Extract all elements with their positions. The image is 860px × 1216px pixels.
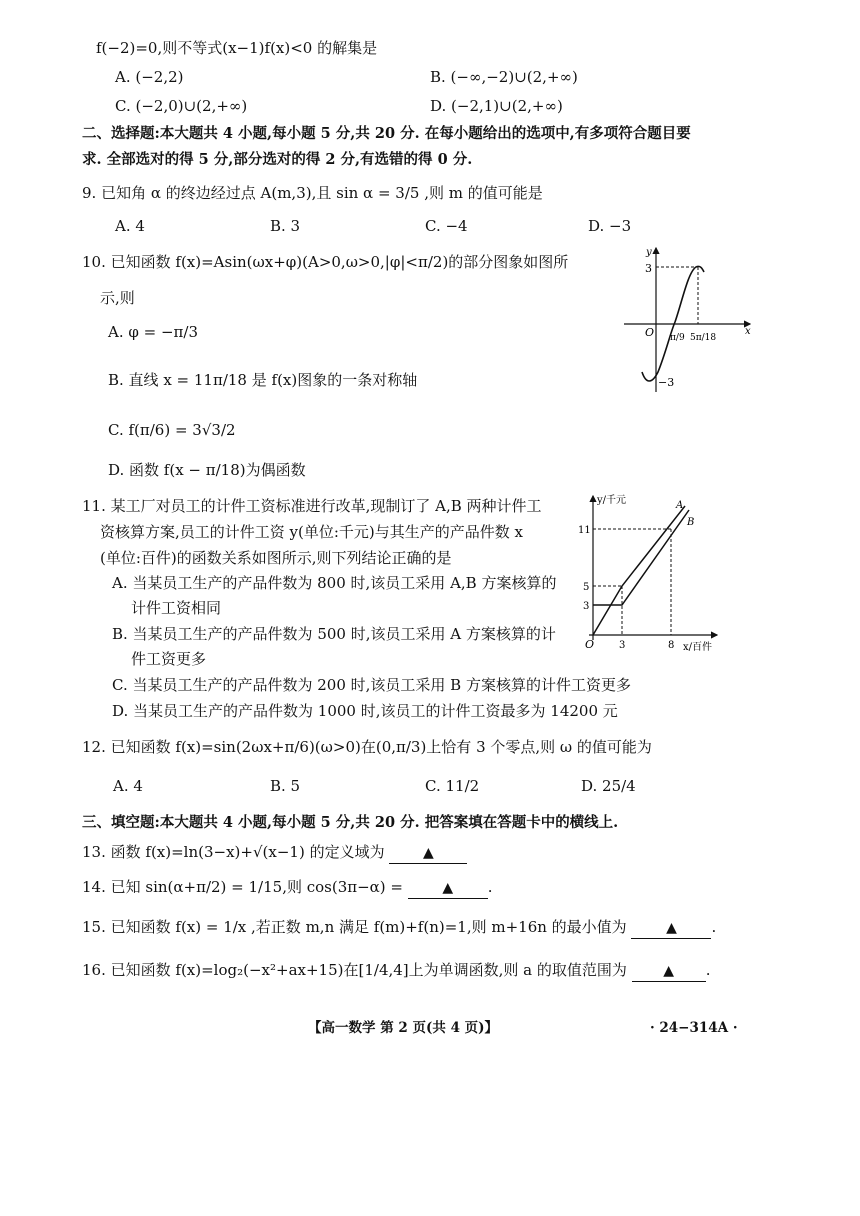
q11-y-label: y/千元 xyxy=(597,495,627,506)
q10-y-bottom-label: −3 xyxy=(658,376,675,389)
q11-label-a: A xyxy=(676,500,684,511)
q11-x-label: x/百件 xyxy=(683,642,713,653)
q8-option-b: B. (−∞,−2)∪(2,+∞) xyxy=(430,68,578,86)
q15-stem: 15. 已知函数 f(x) = 1/x ,若正数 m,n 满足 f(m)+f(n)=1,则 m+16n 的最小值为 xyxy=(82,918,627,936)
q10-x-tick-2: 5π/18 xyxy=(690,333,717,343)
q11-option-a: A. 当某员工生产的产品件数为 800 时,该员工采用 A,B 方案核算的 xyxy=(112,574,557,592)
q10-x-label: x xyxy=(745,326,751,337)
q13-answer-blank[interactable]: ▲ xyxy=(389,843,467,864)
q10-option-a: A. φ = −π/3 xyxy=(108,323,198,341)
q12-option-b: B. 5 xyxy=(270,777,301,795)
q11-y-tick-5: 5 xyxy=(583,582,590,593)
q15-period: . xyxy=(711,918,717,936)
q9-option-b: B. 3 xyxy=(270,217,301,235)
q11-stem-cont2: (单位:百件)的函数关系如图所示,则下列结论正确的是 xyxy=(100,549,452,567)
q14-stem: 14. 已知 sin(α+π/2) = 1/15,则 cos(3π−α) = xyxy=(82,878,403,896)
q15-answer-blank[interactable]: ▲ xyxy=(631,918,711,939)
q13-row xyxy=(82,842,467,864)
q16-answer-blank[interactable]: ▲ xyxy=(632,961,706,982)
q14-row xyxy=(82,877,493,899)
q10-x-tick-1: π/9 xyxy=(670,333,685,343)
q14-period: . xyxy=(487,878,493,896)
q16-row xyxy=(82,960,710,982)
q11-wage-graph xyxy=(575,490,725,660)
q10-stem: 10. 已知函数 f(x)=Asin(ωx+φ)(A>0,ω>0,|φ|<π/2)的部分图象如图所 xyxy=(82,253,569,271)
paper-code: · 24−314A · xyxy=(650,1020,738,1036)
q11-option-b-cont: 件工资更多 xyxy=(131,650,207,668)
q10-y-top-label: 3 xyxy=(645,262,652,275)
section3-heading: 三、填空题:本大题共 4 小题,每小题 5 分,共 20 分. 把答案填在答题卡中的横线上. xyxy=(82,814,619,831)
q11-option-a-cont: 计件工资相同 xyxy=(131,599,222,617)
q11-y-tick-3: 3 xyxy=(583,601,590,612)
q11-x-tick-8: 8 xyxy=(668,640,675,651)
q13-stem: 13. 函数 f(x)=ln(3−x)+√(x−1) 的定义域为 xyxy=(82,843,385,861)
q8-option-c: C. (−2,0)∪(2,+∞) xyxy=(115,97,248,115)
q11-option-d: D. 当某员工生产的产品件数为 1000 时,该员工的计件工资最多为 14200 元 xyxy=(112,702,618,720)
q11-x-tick-3: 3 xyxy=(619,640,626,651)
q15-row xyxy=(82,917,716,939)
q12-stem: 12. 已知函数 f(x)=sin(2ωx+π/6)(ω>0)在(0,π/3)上恰有 3 个零点,则 ω 的值可能为 xyxy=(82,738,652,756)
q11-line-b xyxy=(593,510,689,605)
q11-origin: O xyxy=(585,638,595,651)
section2-heading: 二、选择题:本大题共 4 小题,每小题 5 分,共 20 分. 在每小题给出的选项中,有多项符合题目要 xyxy=(82,125,691,142)
q11-stem-cont1: 资核算方案,员工的计件工资 y(单位:千元)与其生产的产品件数 x xyxy=(100,523,523,541)
q11-label-b: B xyxy=(687,517,695,528)
q10-option-d: D. 函数 f(x − π/18)为偶函数 xyxy=(108,461,306,479)
q14-answer-blank[interactable]: ▲ xyxy=(408,878,488,899)
q9-option-c: C. −4 xyxy=(425,217,468,235)
page-footer: 【高一数学 第 2 页(共 4 页)】 xyxy=(308,1020,499,1036)
q9-stem: 9. 已知角 α 的终边经过点 A(m,3),且 sin α = 3/5 ,则 m 的值可能是 xyxy=(82,184,543,202)
q16-period: . xyxy=(705,961,711,979)
q10-option-c: C. f(π/6) = 3√3/2 xyxy=(108,421,236,439)
q11-y-tick-11: 11 xyxy=(578,525,591,536)
q8-option-a: A. (−2,2) xyxy=(115,68,184,86)
q10-stem-cont: 示,则 xyxy=(100,289,135,307)
q9-option-a: A. 4 xyxy=(115,217,145,235)
q8-stem: f(−2)=0,则不等式(x−1)f(x)<0 的解集是 xyxy=(96,39,378,57)
q11-stem: 11. 某工厂对员工的计件工资标准进行改革,现制订了 A,B 两种计件工 xyxy=(82,497,542,515)
q12-option-c: C. 11/2 xyxy=(425,777,480,795)
q10-option-b: B. 直线 x = 11π/18 是 f(x)图象的一条对称轴 xyxy=(108,371,418,389)
q9-option-d: D. −3 xyxy=(588,217,632,235)
q12-option-a: A. 4 xyxy=(113,777,143,795)
q16-stem: 16. 已知函数 f(x)=log₂(−x²+ax+15)在[1/4,4]上为单调函数,则 a 的取值范围为 xyxy=(82,961,627,979)
q8-option-d: D. (−2,1)∪(2,+∞) xyxy=(430,97,563,115)
q10-y-label: y xyxy=(646,247,652,258)
q11-option-c: C. 当某员工生产的产品件数为 200 时,该员工采用 B 方案核算的计件工资更多 xyxy=(112,676,631,694)
q10-origin: O xyxy=(645,326,655,339)
section2-heading-cont: 求. 全部选对的得 5 分,部分选对的得 2 分,有选错的得 0 分. xyxy=(82,151,473,168)
q10-sine-graph xyxy=(620,244,755,394)
q12-option-d: D. 25/4 xyxy=(581,777,636,795)
q11-option-b: B. 当某员工生产的产品件数为 500 时,该员工采用 A 方案核算的计 xyxy=(112,625,556,643)
